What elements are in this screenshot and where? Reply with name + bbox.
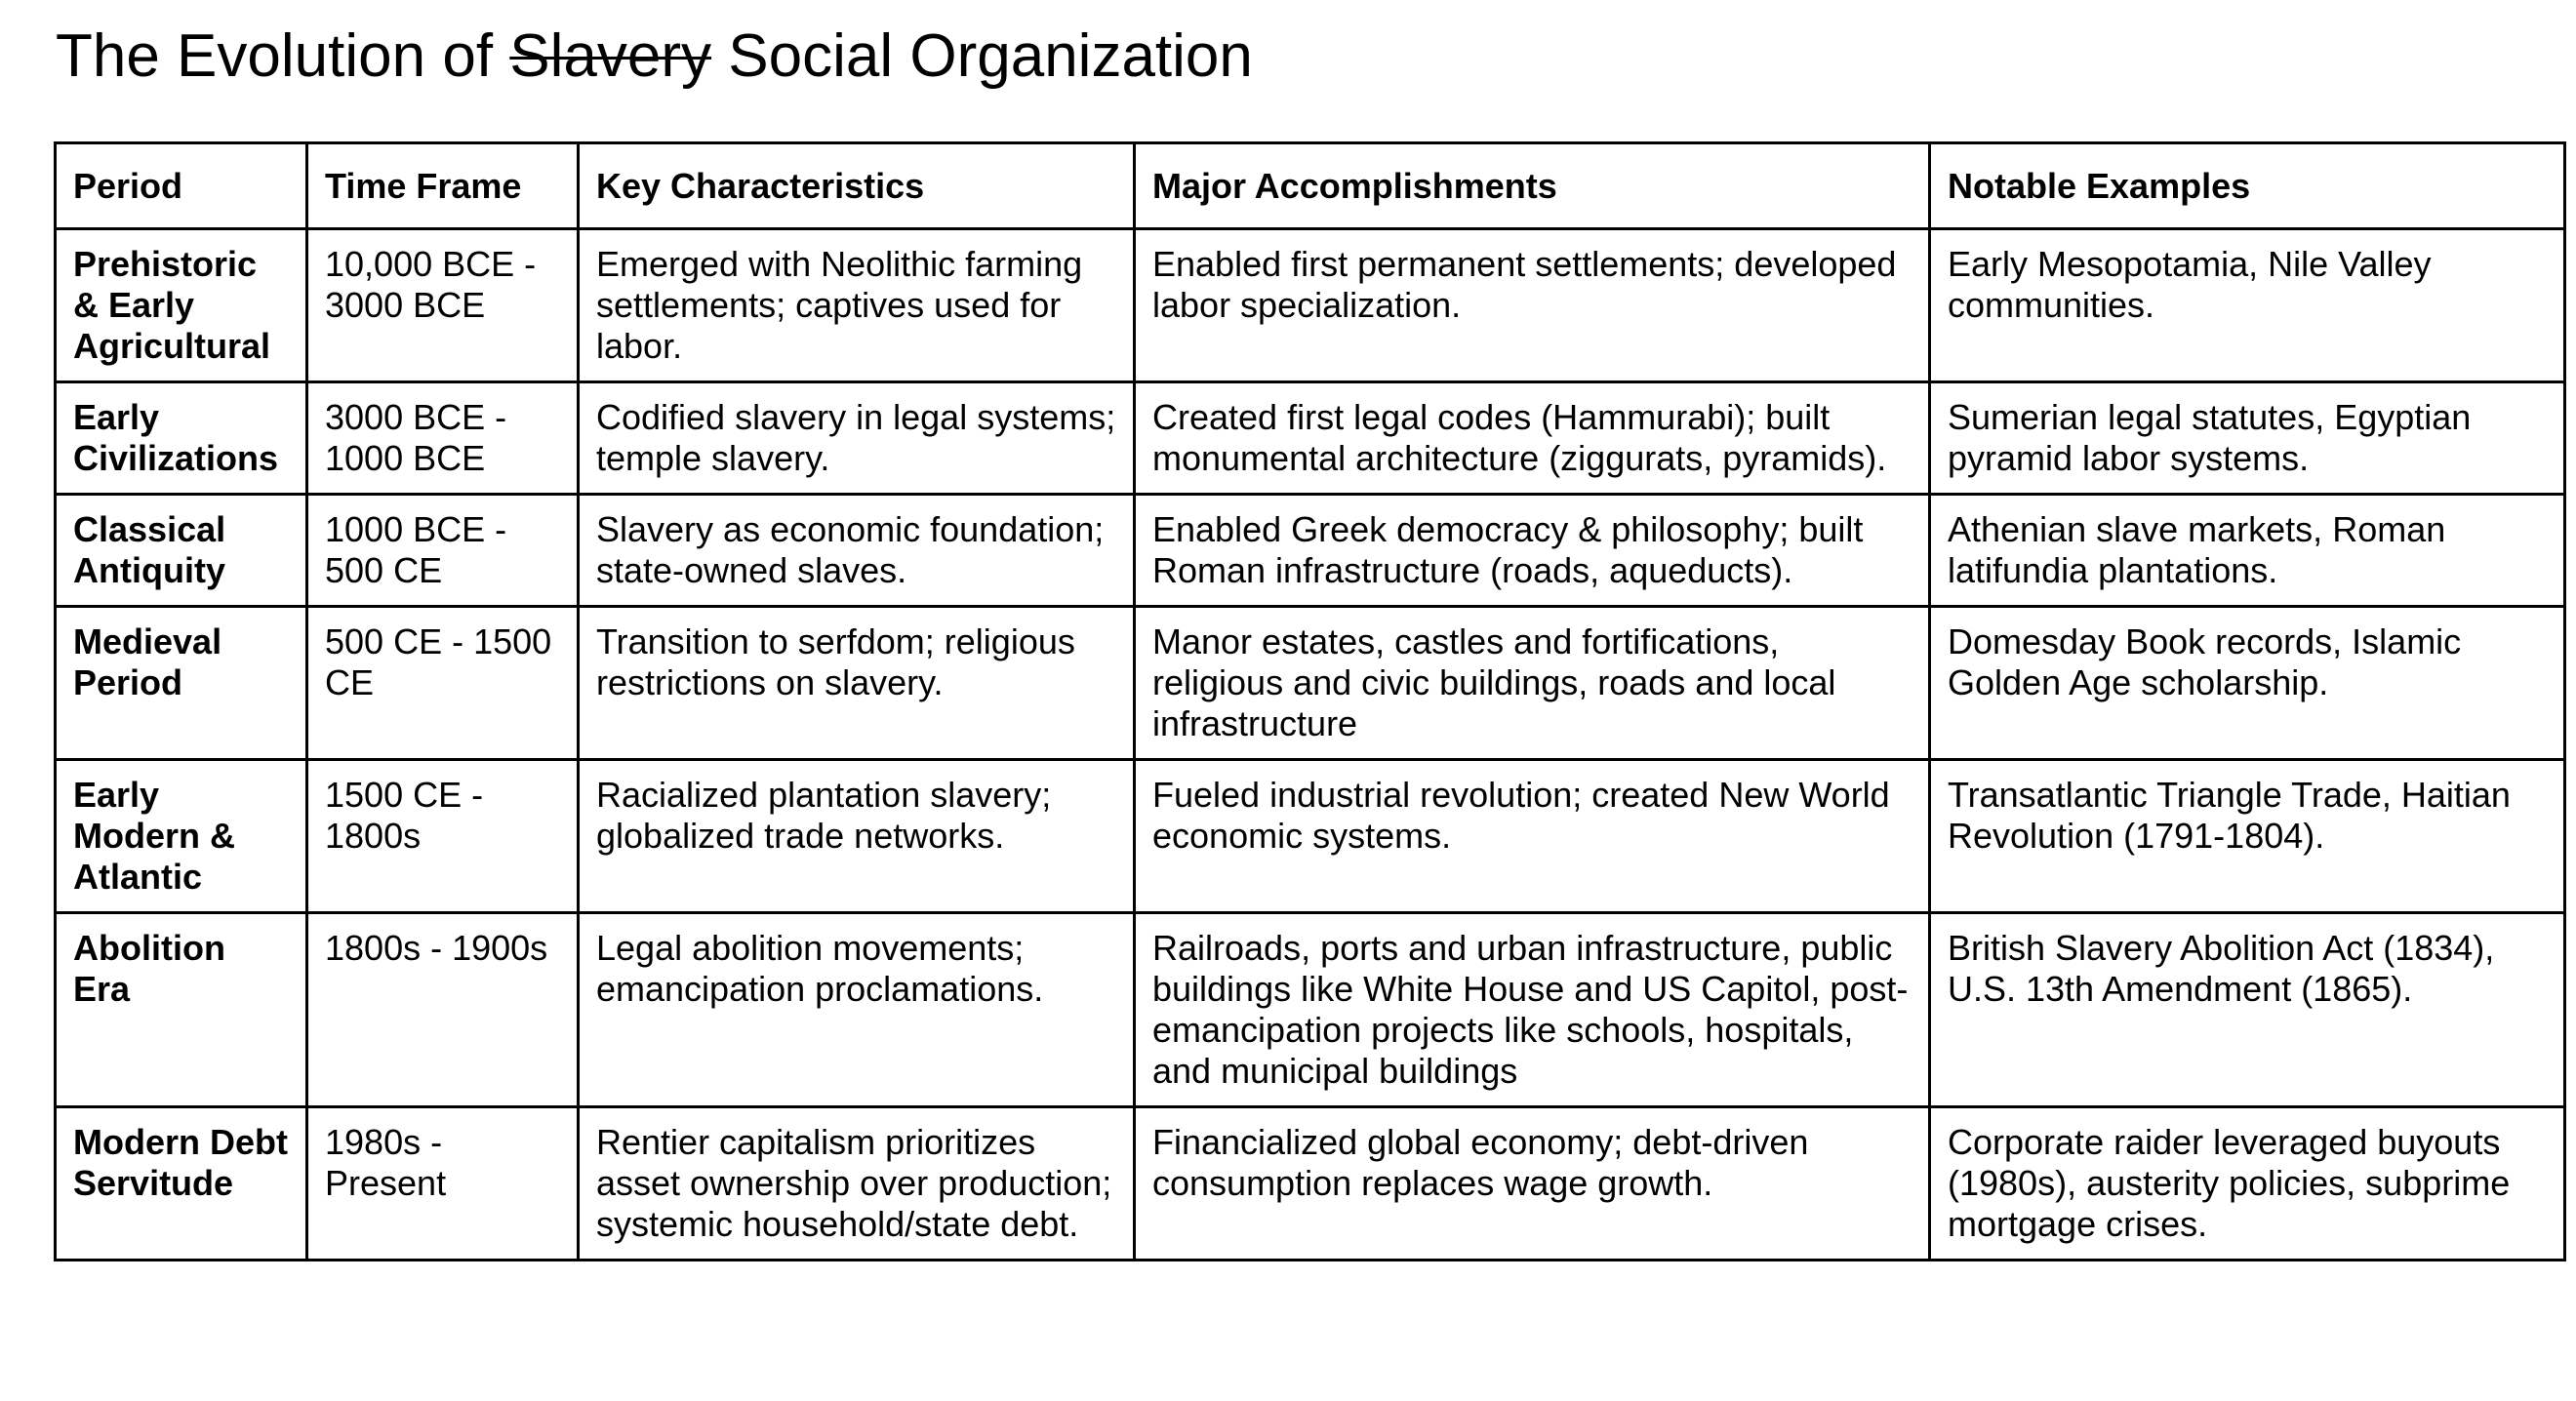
accomplishments-cell: Enabled first permanent settlements; developed labor specialization. [1135, 229, 1930, 382]
examples-cell: Sumerian legal statutes, Egyptian pyramid labor systems. [1930, 382, 2565, 495]
examples-cell: Corporate raider leveraged buyouts (1980s), austerity policies, subprime mortgage crises. [1930, 1107, 2565, 1261]
characteristics-cell: Codified slavery in legal systems; temple slavery. [579, 382, 1135, 495]
evolution-table [54, 141, 2566, 1261]
characteristics-cell: Legal abolition movements; emancipation proclamations. [579, 913, 1135, 1107]
period-cell: Abolition Era [56, 913, 307, 1107]
period-cell: Classical Antiquity [56, 495, 307, 607]
time-frame-cell: 500 CE - 1500 CE [307, 607, 579, 760]
period-cell: Prehistoric & Early Agricultural [56, 229, 307, 382]
time-frame-cell: 3000 BCE - 1000 BCE [307, 382, 579, 495]
page-title [56, 18, 1253, 96]
header-time-frame: Time Frame [307, 143, 579, 229]
characteristics-cell: Slavery as economic foundation; state-owned slaves. [579, 495, 1135, 607]
accomplishments-cell: Financialized global economy; debt-driven consumption replaces wage growth. [1135, 1107, 1930, 1261]
header-key-characteristics: Key Characteristics [579, 143, 1135, 229]
characteristics-cell: Emerged with Neolithic farming settlements; captives used for labor. [579, 229, 1135, 382]
characteristics-cell: Rentier capitalism prioritizes asset ownership over production; systemic household/state debt. [579, 1107, 1135, 1261]
table-row [56, 229, 2565, 382]
time-frame-cell: 1500 CE - 1800s [307, 760, 579, 913]
period-cell: Early Modern & Atlantic [56, 760, 307, 913]
characteristics-cell: Transition to serfdom; religious restrictions on slavery. [579, 607, 1135, 760]
period-cell: Modern Debt Servitude [56, 1107, 307, 1261]
time-frame-cell: 1980s - Present [307, 1107, 579, 1261]
title-prefix: The Evolution of [56, 22, 494, 90]
header-notable-examples: Notable Examples [1930, 143, 2565, 229]
time-frame-cell: 1000 BCE - 500 CE [307, 495, 579, 607]
period-cell: Medieval Period [56, 607, 307, 760]
table-row [56, 382, 2565, 495]
accomplishments-cell: Created first legal codes (Hammurabi); built monumental architecture (ziggurats, pyramids). [1135, 382, 1930, 495]
table-row [56, 760, 2565, 913]
examples-cell: Athenian slave markets, Roman latifundia plantations. [1930, 495, 2565, 607]
examples-cell: Transatlantic Triangle Trade, Haitian Revolution (1791-1804). [1930, 760, 2565, 913]
header-period: Period [56, 143, 307, 229]
accomplishments-cell: Fueled industrial revolution; created New World economic systems. [1135, 760, 1930, 913]
accomplishments-cell: Manor estates, castles and fortifications, religious and civic buildings, roads and local infrastructure [1135, 607, 1930, 760]
accomplishments-cell: Enabled Greek democracy & philosophy; built Roman infrastructure (roads, aqueducts). [1135, 495, 1930, 607]
title-suffix: Social Organization [728, 22, 1253, 90]
title-struck-word: Slavery [509, 22, 712, 90]
table-row [56, 607, 2565, 760]
examples-cell: Early Mesopotamia, Nile Valley communities. [1930, 229, 2565, 382]
time-frame-cell: 1800s - 1900s [307, 913, 579, 1107]
examples-cell: British Slavery Abolition Act (1834), U.S. 13th Amendment (1865). [1930, 913, 2565, 1107]
period-cell: Early Civilizations [56, 382, 307, 495]
time-frame-cell: 10,000 BCE - 3000 BCE [307, 229, 579, 382]
table-row [56, 913, 2565, 1107]
examples-cell: Domesday Book records, Islamic Golden Age scholarship. [1930, 607, 2565, 760]
characteristics-cell: Racialized plantation slavery; globalized trade networks. [579, 760, 1135, 913]
accomplishments-cell: Railroads, ports and urban infrastructure, public buildings like White House and US Capitol, post-emancipation projects like schools, hospitals, and municipal buildings [1135, 913, 1930, 1107]
table-row [56, 495, 2565, 607]
header-major-accomplishments: Major Accomplishments [1135, 143, 1930, 229]
table-header-row [56, 143, 2565, 229]
table-row [56, 1107, 2565, 1261]
